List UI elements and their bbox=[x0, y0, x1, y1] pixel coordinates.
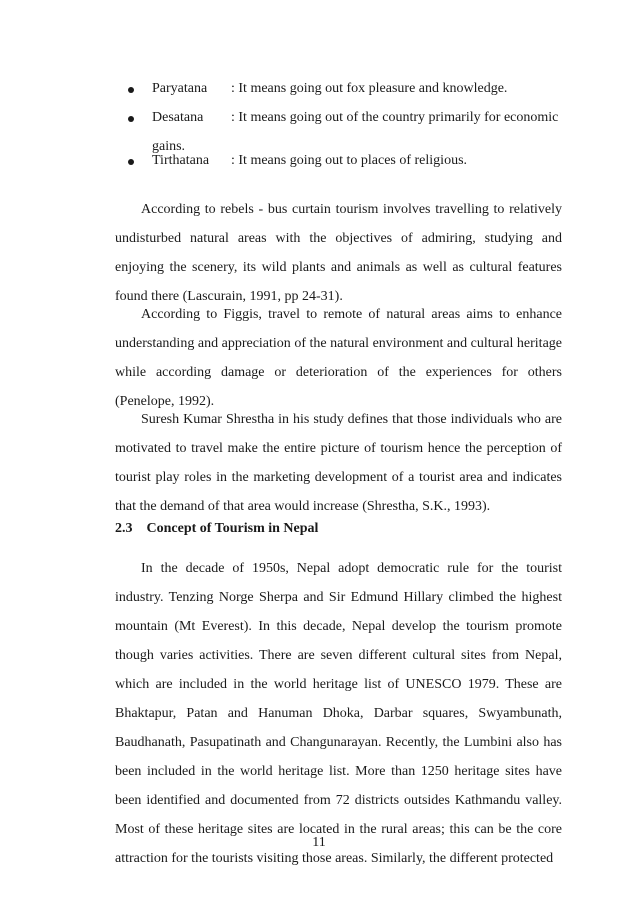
bullet-definition: : It means going out of the country primarily for economic bbox=[231, 110, 559, 125]
section-number: 2.3 bbox=[115, 521, 133, 536]
bullet-dot-icon bbox=[128, 159, 134, 165]
bullet-definition: : It means going out to places of religious. bbox=[231, 153, 468, 168]
bullet-term: Paryatana bbox=[152, 81, 208, 96]
paragraph-shrestha: Suresh Kumar Shrestha in his study defines that those individuals who are motivated to travel make the entire picture of tourism hence the perception of tourist play roles in the marketing development of a tourist area and indicates that the demand of that area would increase (Shrestha, S.K., 1993). bbox=[115, 412, 562, 514]
paragraph-figgis: According to Figgis, travel to remote of natural areas aims to enhance understanding and appreciation of the natural environment and cultural heritage while according damage or deterioration of the experiences for others (Penelope, 1992). bbox=[115, 307, 562, 409]
page-number: 11 bbox=[312, 835, 326, 850]
bullet-dot-icon bbox=[128, 116, 134, 122]
paragraph-nepal-tourism: In the decade of 1950s, Nepal adopt democratic rule for the tourist industry. Tenzing Norge Sherpa and Sir Edmund Hillary climbed the highest mountain (Mt Everest). In this decade, Nepal develop the tourism promote though varies activities. There are seven different cultural sites from Nepal, which are included in the world heritage list of UNESCO 1979. These are Bhaktapur, Patan and Hanuman Dhoka, Darbar squares, Swyambunath, Baudhanath, Pasupatinath and Changunarayan. Recently, the Lumbini also has been included in the world heritage list. More than 1250 heritage sites have been identified and documented from 72 districts outsides Kathmandu valley. Most of these heritage sites are located in the rural areas; this can be the core attraction for the tourists visiting those areas. Similarly, the different protected bbox=[115, 561, 562, 866]
paragraph-rebels: According to rebels - bus curtain tourism involves travelling to relatively undisturbed natural areas with the objectives of admiring, studying and enjoying the scenery, its wild plants and animals as well as cultural features found there (Lascurain, 1991, pp 24-31). bbox=[115, 202, 562, 304]
bullet-definition: : It means going out fox pleasure and knowledge. bbox=[231, 81, 508, 96]
bullet-dot-icon bbox=[128, 87, 134, 93]
bullet-term: Tirthatana bbox=[152, 153, 210, 168]
section-heading bbox=[115, 514, 318, 543]
bullet-continuation: gains. bbox=[152, 139, 186, 154]
section-title: Concept of Tourism in Nepal bbox=[146, 521, 319, 536]
bullet-term: Desatana bbox=[152, 110, 204, 125]
